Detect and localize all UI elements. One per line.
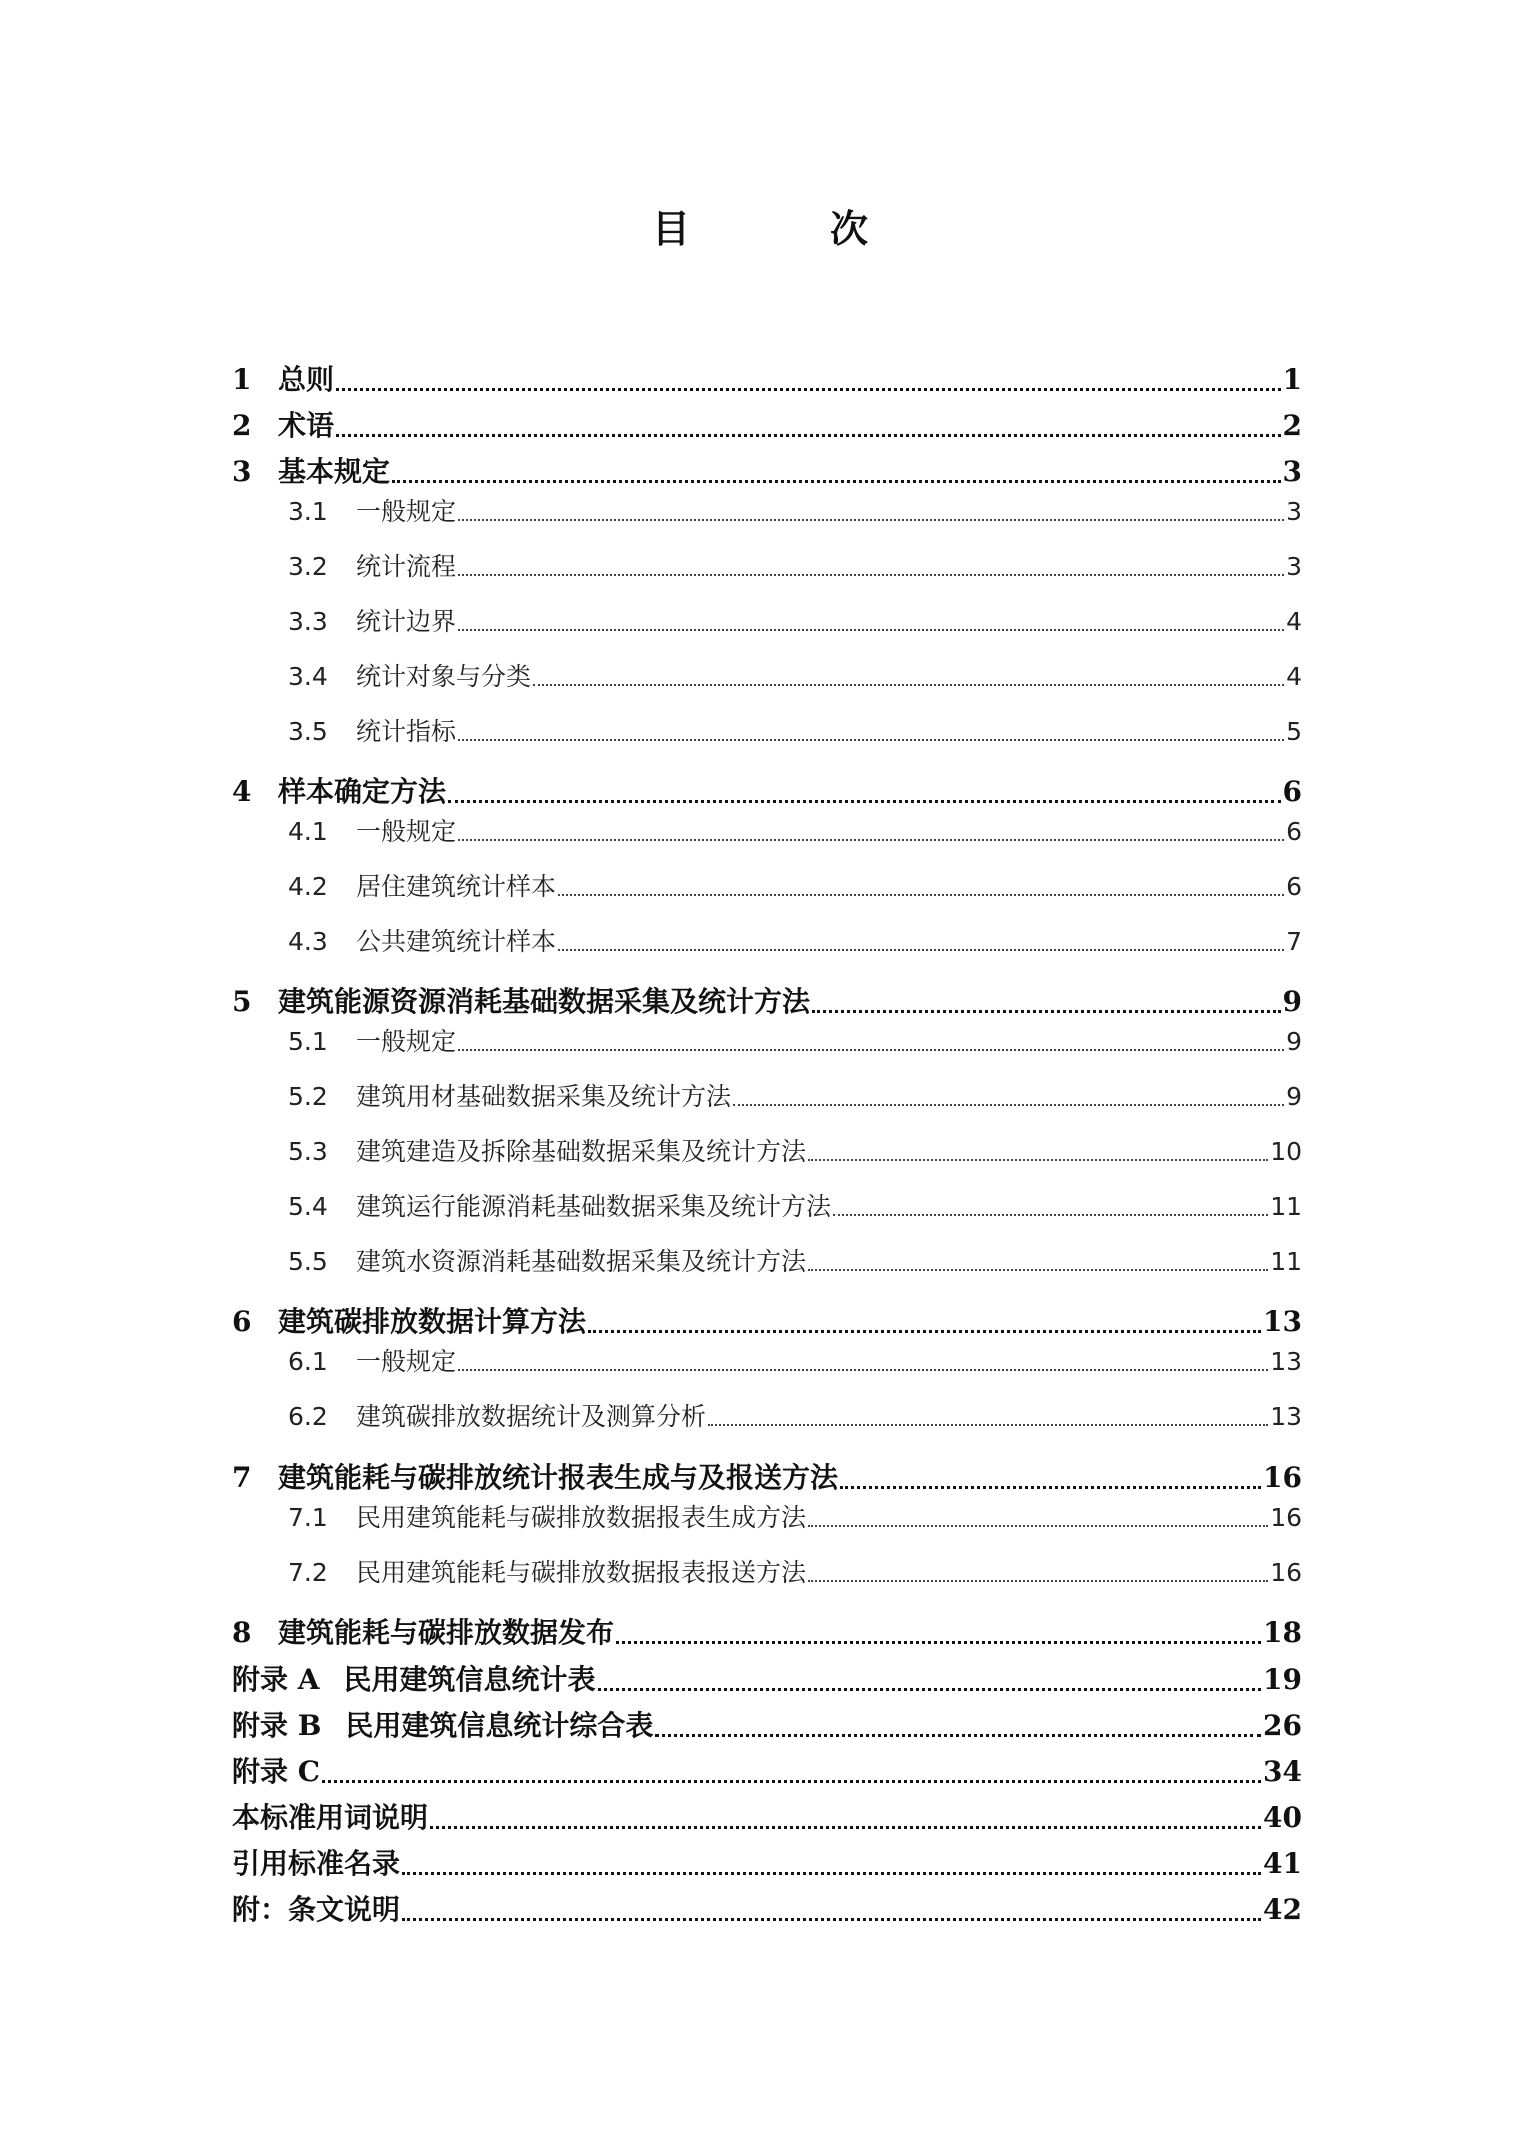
toc-number: 7.1 [288, 1503, 328, 1532]
toc-chapter-row[interactable] [232, 1300, 1302, 1340]
toc-label: 建筑用材基础数据采集及统计方法 [356, 1082, 732, 1111]
toc-chapter-row[interactable] [232, 1704, 1302, 1744]
toc-number: 6.1 [288, 1347, 328, 1376]
toc-page-number: 7 [1286, 927, 1302, 956]
toc-page-number: 6 [1286, 872, 1302, 901]
toc-number: 6 [232, 1305, 252, 1338]
toc-leader-dots [808, 1525, 1268, 1527]
toc-number: 5.1 [288, 1027, 328, 1056]
toc-label: 一般规定 [356, 1027, 457, 1056]
toc-section-row[interactable] [232, 1132, 1302, 1168]
toc-page-number: 9 [1282, 985, 1302, 1018]
toc-section-row[interactable] [232, 812, 1302, 848]
toc-page-number: 3 [1282, 455, 1302, 488]
toc-page-number: 3 [1286, 497, 1302, 526]
toc-section-row[interactable] [232, 602, 1302, 638]
toc-label: 建筑建造及拆除基础数据采集及统计方法 [356, 1137, 807, 1166]
toc-appendix-label: 附录 A [232, 1663, 320, 1696]
toc-label: 建筑水资源消耗基础数据采集及统计方法 [356, 1247, 807, 1276]
toc-label: 民用建筑信息统计综合表 [345, 1709, 654, 1742]
page-title [0, 198, 1520, 253]
toc-leader-dots [833, 1214, 1268, 1216]
toc-number: 4.1 [288, 817, 328, 846]
toc-leader-dots [458, 574, 1284, 576]
toc-label: 统计边界 [356, 607, 457, 636]
toc-section-row[interactable] [232, 1342, 1302, 1378]
toc-chapter-row[interactable] [232, 450, 1302, 490]
toc-page-number: 1 [1282, 363, 1302, 396]
toc-section-row[interactable] [232, 547, 1302, 583]
toc-section-row[interactable] [232, 492, 1302, 528]
toc-label: 建筑碳排放数据计算方法 [278, 1305, 587, 1338]
toc-section-row[interactable] [232, 922, 1302, 958]
toc-number: 4 [232, 775, 252, 808]
toc-chapter-row[interactable] [232, 1456, 1302, 1496]
toc-page-number: 16 [1270, 1503, 1302, 1532]
toc-section-row[interactable] [232, 657, 1302, 693]
toc-leader-dots [616, 1641, 1261, 1644]
toc-page-number: 5 [1286, 717, 1302, 746]
toc-number: 4.3 [288, 927, 328, 956]
toc-chapter-row[interactable] [232, 1796, 1302, 1836]
toc-page-number: 6 [1286, 817, 1302, 846]
toc-number: 2 [232, 409, 252, 442]
toc-page-number: 2 [1282, 409, 1302, 442]
toc-leader-dots [458, 739, 1284, 741]
toc-leader-dots [458, 839, 1284, 841]
toc-chapter-row[interactable] [232, 980, 1302, 1020]
toc-page-number: 18 [1263, 1616, 1302, 1649]
toc-leader-dots [808, 1159, 1268, 1161]
toc-section-row[interactable] [232, 1553, 1302, 1589]
toc-section-row[interactable] [232, 867, 1302, 903]
toc-section-row[interactable] [232, 1077, 1302, 1113]
toc-number: 8 [232, 1616, 252, 1649]
toc-page-number: 3 [1286, 552, 1302, 581]
title-left: 目 [651, 206, 690, 251]
toc-page-number: 42 [1263, 1893, 1302, 1926]
toc-leader-dots [458, 629, 1284, 631]
toc-leader-dots [840, 1486, 1261, 1489]
toc-chapter-row[interactable] [232, 1842, 1302, 1882]
toc-page-number: 26 [1263, 1709, 1302, 1742]
toc-page-number: 16 [1270, 1558, 1302, 1587]
toc-leader-dots [458, 519, 1284, 521]
toc-leader-dots [558, 894, 1284, 896]
toc-leader-dots [430, 1826, 1261, 1829]
toc-chapter-row[interactable] [232, 770, 1302, 810]
toc-number: 3 [232, 455, 252, 488]
toc-leader-dots [655, 1734, 1261, 1737]
toc-leader-dots [402, 1872, 1261, 1875]
toc-leader-dots [812, 1010, 1281, 1013]
toc-label: 术语 [278, 409, 335, 442]
toc-label: 引用标准名录 [232, 1847, 401, 1880]
toc-leader-dots [336, 434, 1281, 437]
toc-chapter-row[interactable] [232, 1658, 1302, 1698]
toc-label: 基本规定 [278, 455, 391, 488]
toc-number: 3.5 [288, 717, 328, 746]
toc-number: 5 [232, 985, 252, 1018]
toc-number: 1 [232, 363, 252, 396]
toc-number: 3.4 [288, 662, 328, 691]
toc-number: 5.3 [288, 1137, 328, 1166]
toc-label: 一般规定 [356, 817, 457, 846]
toc-number: 6.2 [288, 1402, 328, 1431]
toc-leader-dots [458, 1369, 1268, 1371]
toc-number: 3.2 [288, 552, 328, 581]
toc-page-number: 16 [1263, 1461, 1302, 1494]
toc-page-number: 41 [1263, 1847, 1302, 1880]
toc-section-row[interactable] [232, 1022, 1302, 1058]
toc-number: 7.2 [288, 1558, 328, 1587]
toc-leader-dots [448, 800, 1281, 803]
toc-page-number: 9 [1286, 1027, 1302, 1056]
toc-leader-dots [402, 1918, 1261, 1921]
toc-label: 附录 C [232, 1755, 321, 1788]
toc-label: 建筑能耗与碳排放统计报表生成与及报送方法 [278, 1461, 839, 1494]
toc-chapter-row[interactable] [232, 1611, 1302, 1651]
toc-leader-dots [708, 1424, 1268, 1426]
toc-leader-dots [808, 1269, 1268, 1271]
toc-page-number: 40 [1263, 1801, 1302, 1834]
toc-label: 民用建筑能耗与碳排放数据报表生成方法 [356, 1503, 807, 1532]
toc-leader-dots [588, 1330, 1261, 1333]
toc-number: 3.1 [288, 497, 328, 526]
toc-label: 一般规定 [356, 497, 457, 526]
toc-leader-dots [458, 1049, 1284, 1051]
toc-label: 居住建筑统计样本 [356, 872, 557, 901]
toc-label: 民用建筑能耗与碳排放数据报表报送方法 [356, 1558, 807, 1587]
toc-label: 建筑能耗与碳排放数据发布 [278, 1616, 615, 1649]
toc-number: 3.3 [288, 607, 328, 636]
toc-label: 公共建筑统计样本 [356, 927, 557, 956]
toc-label: 统计对象与分类 [356, 662, 532, 691]
toc-chapter-row[interactable] [232, 1750, 1302, 1790]
toc-label: 统计指标 [356, 717, 457, 746]
toc-label: 统计流程 [356, 552, 457, 581]
toc-number: 7 [232, 1461, 252, 1494]
toc-page-number: 11 [1270, 1247, 1302, 1276]
toc-label: 本标准用词说明 [232, 1801, 429, 1834]
toc-leader-dots [808, 1580, 1268, 1582]
toc-leader-dots [336, 388, 1281, 391]
toc-label: 建筑能源资源消耗基础数据采集及统计方法 [278, 985, 811, 1018]
toc-section-row[interactable] [232, 1397, 1302, 1433]
toc-number: 5.2 [288, 1082, 328, 1111]
toc-page-number: 6 [1282, 775, 1302, 808]
toc-leader-dots [533, 684, 1284, 686]
toc-number: 5.4 [288, 1192, 328, 1221]
toc-page-number: 11 [1270, 1192, 1302, 1221]
toc-label: 总则 [278, 363, 335, 396]
toc-leader-dots [733, 1104, 1284, 1106]
toc-label: 样本确定方法 [278, 775, 447, 808]
toc-page-number: 13 [1270, 1347, 1302, 1376]
toc-section-row[interactable] [232, 1242, 1302, 1278]
toc-chapter-row[interactable] [232, 358, 1302, 398]
toc-chapter-row[interactable] [232, 1888, 1302, 1928]
toc-label: 附：条文说明 [232, 1893, 401, 1926]
toc-number: 5.5 [288, 1247, 328, 1276]
toc-leader-dots [392, 480, 1281, 483]
toc-leader-dots [598, 1688, 1262, 1691]
toc-chapter-row[interactable] [232, 404, 1302, 444]
toc-label: 建筑碳排放数据统计及测算分析 [356, 1402, 707, 1431]
toc-number: 4.2 [288, 872, 328, 901]
toc-page-number: 13 [1270, 1402, 1302, 1431]
toc-section-row[interactable] [232, 712, 1302, 748]
toc-appendix-label: 附录 B [232, 1709, 322, 1742]
toc-label: 建筑运行能源消耗基础数据采集及统计方法 [356, 1192, 832, 1221]
toc-page-number: 4 [1286, 662, 1302, 691]
toc-page-number: 19 [1263, 1663, 1302, 1696]
toc-label: 民用建筑信息统计表 [343, 1663, 596, 1696]
toc-label: 一般规定 [356, 1347, 457, 1376]
toc-page-number: 13 [1263, 1305, 1302, 1338]
toc-leader-dots [322, 1780, 1261, 1783]
toc-page-number: 10 [1270, 1137, 1302, 1166]
toc-leader-dots [558, 949, 1284, 951]
toc-page-number: 9 [1286, 1082, 1302, 1111]
title-right: 次 [830, 206, 869, 251]
toc-section-row[interactable] [232, 1498, 1302, 1534]
toc-section-row[interactable] [232, 1187, 1302, 1223]
toc-page-number: 34 [1263, 1755, 1302, 1788]
toc-page-number: 4 [1286, 607, 1302, 636]
